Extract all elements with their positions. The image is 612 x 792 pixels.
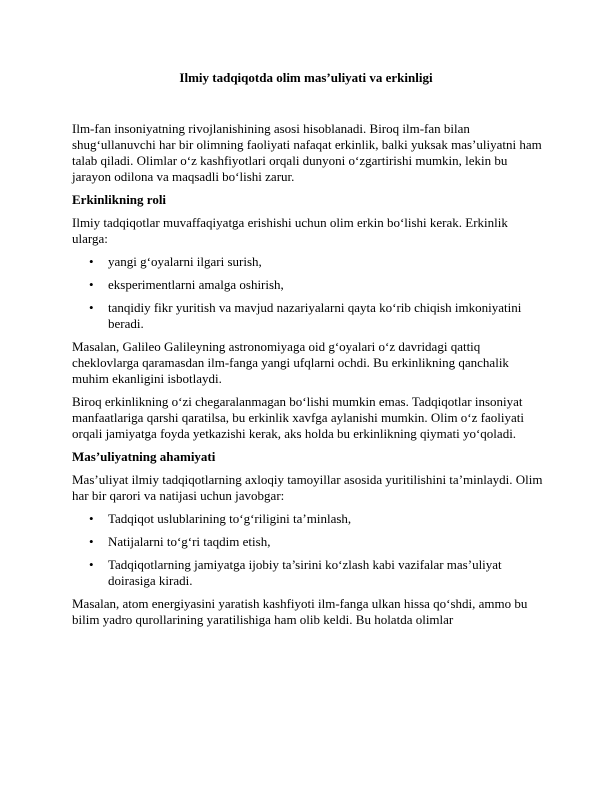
- bullet-icon: •: [89, 511, 94, 526]
- freedom-lead-paragraph: Ilmiy tadqiqotlar muvaffaqiyatga erishishi uchun olim erkin bo‘lishi kerak. Erkinlik ularga:: [72, 215, 508, 246]
- list-item-text: yangi g‘oyalarni ilgari surish,: [108, 254, 262, 269]
- document-title: Ilmiy tadqiqotda olim mas’uliyati va erkinligi: [179, 70, 433, 85]
- list-item-text: tanqidiy fikr yuritish va mavjud nazariyalarni qayta ko‘rib chiqish imkoniyatini beradi.: [108, 300, 522, 331]
- section-heading-freedom: Erkinlikning roli: [72, 192, 167, 207]
- responsibility-lead-paragraph: Mas’uliyat ilmiy tadqiqotlarning axloqiy tamoyillar asosida yuritilishini ta’minlaydi. Olim har bir qarori va natijasi uchun javobgar:: [72, 472, 543, 503]
- section-heading-responsibility: Mas’uliyatning ahamiyati: [72, 449, 216, 464]
- list-item-text: Natijalarni to‘g‘ri taqdim etish,: [108, 534, 271, 549]
- list-item: [89, 557, 544, 589]
- list-item: [89, 254, 544, 270]
- freedom-bullet-list: [72, 254, 544, 332]
- document-body: [72, 121, 544, 635]
- bullet-icon: •: [89, 557, 94, 572]
- list-item-text: Tadqiqotlarning jamiyatga ijobiy ta’sirini ko‘zlash kabi vazifalar mas’uliyat doirasiga kiradi.: [108, 557, 502, 588]
- intro-paragraph: Ilm-fan insoniyatning rivojlanishining asosi hisoblanadi. Biroq ilm-fan bilan shug‘ullanuvchi har bir olimning faoliyati nafaqat erkinlik, balki yuksak mas’uliyatni ham talab qiladi. Olimlar o‘z kashfiyotlari orqali dunyoni o‘zgartirishi mumkin, lekin bu jarayon odilona va maqsadli bo‘lishi zarur.: [72, 121, 542, 184]
- list-item-text: eksperimentlarni amalga oshirish,: [108, 277, 284, 292]
- list-item: [89, 511, 544, 527]
- list-item: [89, 277, 544, 293]
- atomic-energy-paragraph: Masalan, atom energiyasini yaratish kashfiyoti ilm-fanga ulkan hissa qo‘shdi, ammo bu bilim yadro qurollarining yaratilishiga ham olib keldi. Bu holatda olimlar: [72, 596, 528, 627]
- list-item: [89, 534, 544, 550]
- bullet-icon: •: [89, 254, 94, 269]
- bullet-icon: •: [89, 534, 94, 549]
- list-item: [89, 300, 544, 332]
- bullet-icon: •: [89, 277, 94, 292]
- galileo-paragraph: Masalan, Galileo Galileyning astronomiyaga oid g‘oyalari o‘z davridagi qattiq cheklovlarga qaramasdan ilm-fanga yangi ufqlarni ochdi. Bu erkinlikning qanchalik muhim ekanligini isbotlaydi.: [72, 339, 509, 386]
- list-item-text: Tadqiqot uslublarining to‘g‘riligini ta’minlash,: [108, 511, 352, 526]
- freedom-limits-paragraph: Biroq erkinlikning o‘zi chegaralanmagan bo‘lishi mumkin emas. Tadqiqotlar insoniyat manfaatlariga qarshi qaratilsa, bu erkinlik xavfga aylanishi mumkin. Olim o‘z faoliyati orqali jamiyatga foyda yetkazishi kerak, aks holda bu erkinlikning qiymati yo‘qoladi.: [72, 394, 524, 441]
- responsibility-bullet-list: [72, 511, 544, 589]
- bullet-icon: •: [89, 300, 94, 315]
